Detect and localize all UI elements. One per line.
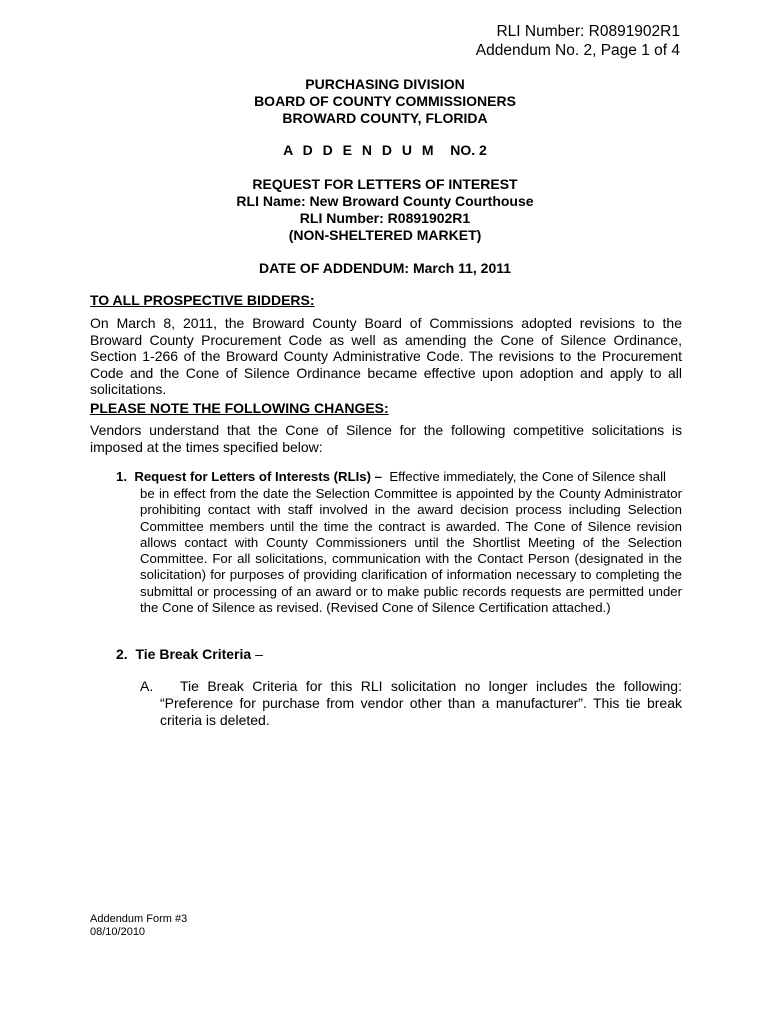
rli-block <box>0 176 770 244</box>
to-bidders-heading-colon: : <box>309 292 315 308</box>
addendum-title-spaced: A D D E N D U M <box>283 142 437 158</box>
item-2-dash: – <box>255 646 263 662</box>
title-line-2: BOARD OF COUNTY COMMISSIONERS <box>254 93 516 109</box>
changes-body: Vendors understand that the Cone of Silence for the following competitive solicitations is imposed at the times specified below: <box>90 422 682 455</box>
item-2a <box>140 678 682 729</box>
rli-line-1: REQUEST FOR LETTERS OF INTEREST <box>252 176 518 192</box>
to-bidders-heading <box>90 292 315 308</box>
footer-date: 08/10/2010 <box>90 926 146 938</box>
title-line-1: PURCHASING DIVISION <box>305 76 465 92</box>
rli-line-4: (NON-SHELTERED MARKET) <box>288 227 482 243</box>
footer-form-number: Addendum Form #3 <box>90 913 188 925</box>
item-2a-letter: A. <box>140 678 154 694</box>
header-addendum-page: Addendum No. 2, Page 1 of 4 <box>475 42 680 59</box>
item-1-body: be in effect from the date the Selection Committee is appointed by the County Administrator prohibiting contact with staff involved in the award decision process including Selection Committee members until the time the contract is awarded. The Cone of Silence revision allows contact with County Commissioners until the Shortlist Meeting of the Selection Committee. For all solicitations, communication with the Contact Person (designated in the solicitation) for purposes of providing clarification of information necessary to completing the submittal or processing of an award or to make public records requests are permitted under the Cone of Silence as revised. (Revised Cone of Silence Certification attached.) <box>140 486 682 616</box>
item-2-title: Tie Break Criteria <box>135 646 252 662</box>
to-bidders-body: On March 8, 2011, the Broward County Board of Commissions adopted revisions to the Broward County Procurement Code as well as amending the Cone of Silence Ordinance, Section 1-266 of the Broward County Administrative Code. The revisions to the Procurement Code and the Cone of Silence Ordinance became effective upon adoption and apply to all solicitations. <box>90 315 682 397</box>
date-of-addendum: DATE OF ADDENDUM: March 11, 2011 <box>258 260 512 276</box>
item-1-first-text: Effective immediately, the Cone of Silence shall <box>389 469 666 484</box>
title-line-3: BROWARD COUNTY, FLORIDA <box>282 110 488 126</box>
to-bidders-heading-text: TO ALL PROSPECTIVE BIDDERS <box>90 292 310 308</box>
page-header <box>476 22 680 60</box>
addendum-title-number: NO. 2 <box>450 142 487 158</box>
changes-heading: PLEASE NOTE THE FOLLOWING CHANGES: <box>90 400 389 416</box>
rli-line-2: RLI Name: New Broward County Courthouse <box>236 193 534 209</box>
rli-line-3: RLI Number: R0891902R1 <box>299 210 471 226</box>
item-2-number: 2. <box>116 646 128 662</box>
item-2-heading <box>116 646 263 663</box>
addendum-title <box>0 142 770 159</box>
page-footer <box>90 913 187 939</box>
item-1-title: Request for Letters of Interests (RLIs) – <box>134 469 383 484</box>
header-rli-number: RLI Number: R0891902R1 <box>496 23 680 40</box>
item-1-number: 1. <box>116 469 127 484</box>
item-1-first-line <box>116 469 682 485</box>
item-2a-text: Tie Break Criteria for this RLI solicitation no longer includes the following: “Preference for purchase from vendor other than a manufacturer”. This tie break criteria is deleted. <box>160 678 682 728</box>
title-block <box>0 76 770 127</box>
